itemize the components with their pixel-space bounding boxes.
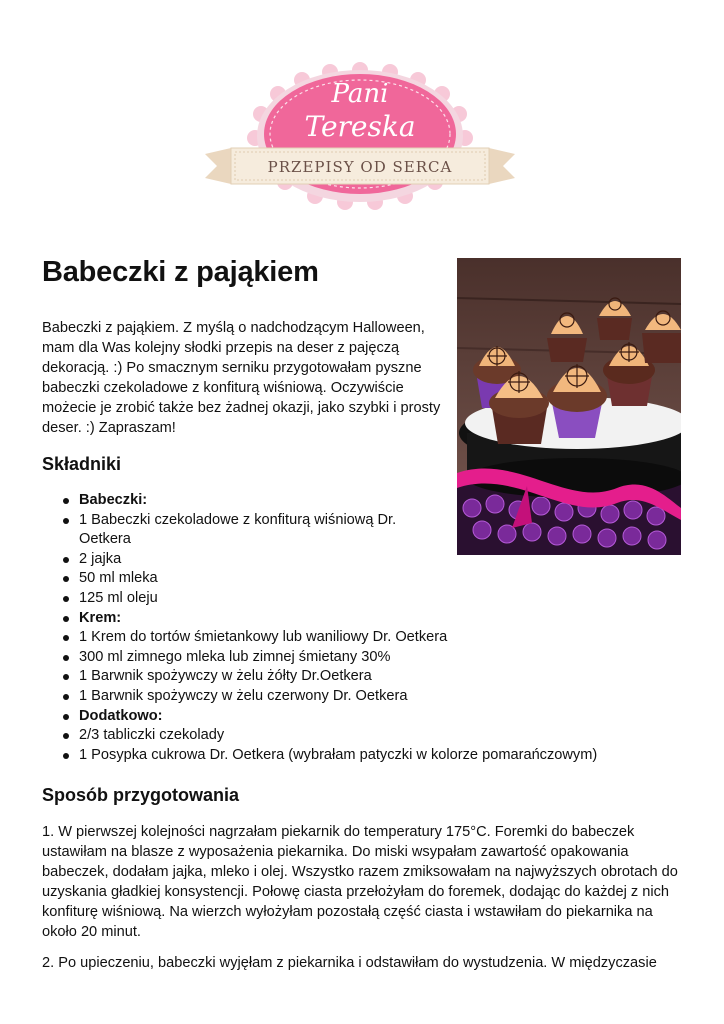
logo-line1: Pani: [331, 79, 389, 109]
list-item: 1 Krem do tortów śmietankowy lub waniliowy Dr. Oetkera: [42, 628, 642, 648]
logo-line2: Tereska: [304, 110, 416, 143]
list-item: 300 ml zimnego mleka lub zimnej śmietany 30%: [42, 648, 642, 668]
list-item: 1 Babeczki czekoladowe z konfiturą wiśniową Dr. Oetkera: [42, 511, 409, 550]
page-title: Babeczki z pająkiem: [42, 256, 319, 288]
logo-graphic: [205, 50, 515, 215]
list-item: 2 jajka: [42, 550, 642, 570]
ingredients-heading: Składniki: [42, 454, 122, 474]
ingredient-group-heading: Krem:: [42, 609, 642, 629]
step-paragraph: 2. Po upieczeniu, babeczki wyjęłam z piekarnika i odstawiłam do wystudzenia. W międzyczasie: [42, 955, 657, 971]
preparation-heading: Sposób przygotowania: [42, 785, 240, 805]
logo-banner-text: PRZEPISY OD SERCA: [267, 158, 453, 176]
intro-text: Babeczki z pająkiem. Z myślą o nadchodzącym Halloween, mam dla Was kolejny słodki przepis na deser z pajęczą dekoracją. :) Po smacznym serniku przygotowałam pyszne babeczki czekoladowe z konfiturą wiśniową. Oczywiście możecie je zrobić także bez żadnej okazji, jako szybki i prosty deser. :) Zapraszam!: [42, 320, 441, 436]
list-item: 2/3 tabliczki czekolady: [42, 726, 642, 746]
ingredient-group-heading: Dodatkowo:: [42, 707, 642, 727]
list-item: 1 Barwnik spożywczy w żelu czerwony Dr. Oetkera: [42, 687, 642, 707]
step-paragraph: 1. W pierwszej kolejności nagrzałam piekarnik do temperatury 175°C. Foremki do babeczek ustawiłam na blasze z wyposażenia piekarnika. Do miski wsypałam zawartość opakowania babeczek, dodałam jajka, mleko i olej. Wszystko razem zmiksowałam na najwyższych obrotach do uzyskania gładkiej konsystencji. Połowę ciasta przełożyłam do foremek, dodając do każdej z nich konfiturę wiśniową. Na wierzch wyłożyłam pozostałą część ciasta i wstawiłam do piekarnika na około 20 minut.: [42, 824, 678, 940]
ingredient-group-heading: Babeczki:: [42, 491, 642, 511]
list-item: 50 ml mleka: [42, 569, 642, 589]
list-item: 1 Posypka cukrowa Dr. Oetkera (wybrałam patyczki w kolorze pomarańczowym): [42, 746, 642, 766]
site-logo[interactable]: [205, 50, 515, 215]
list-item: 125 ml oleju: [42, 589, 642, 609]
ingredients-list: [42, 491, 642, 765]
preparation-steps: [42, 822, 687, 984]
list-item: 1 Barwnik spożywczy w żelu żółty Dr.Oetkera: [42, 667, 642, 687]
